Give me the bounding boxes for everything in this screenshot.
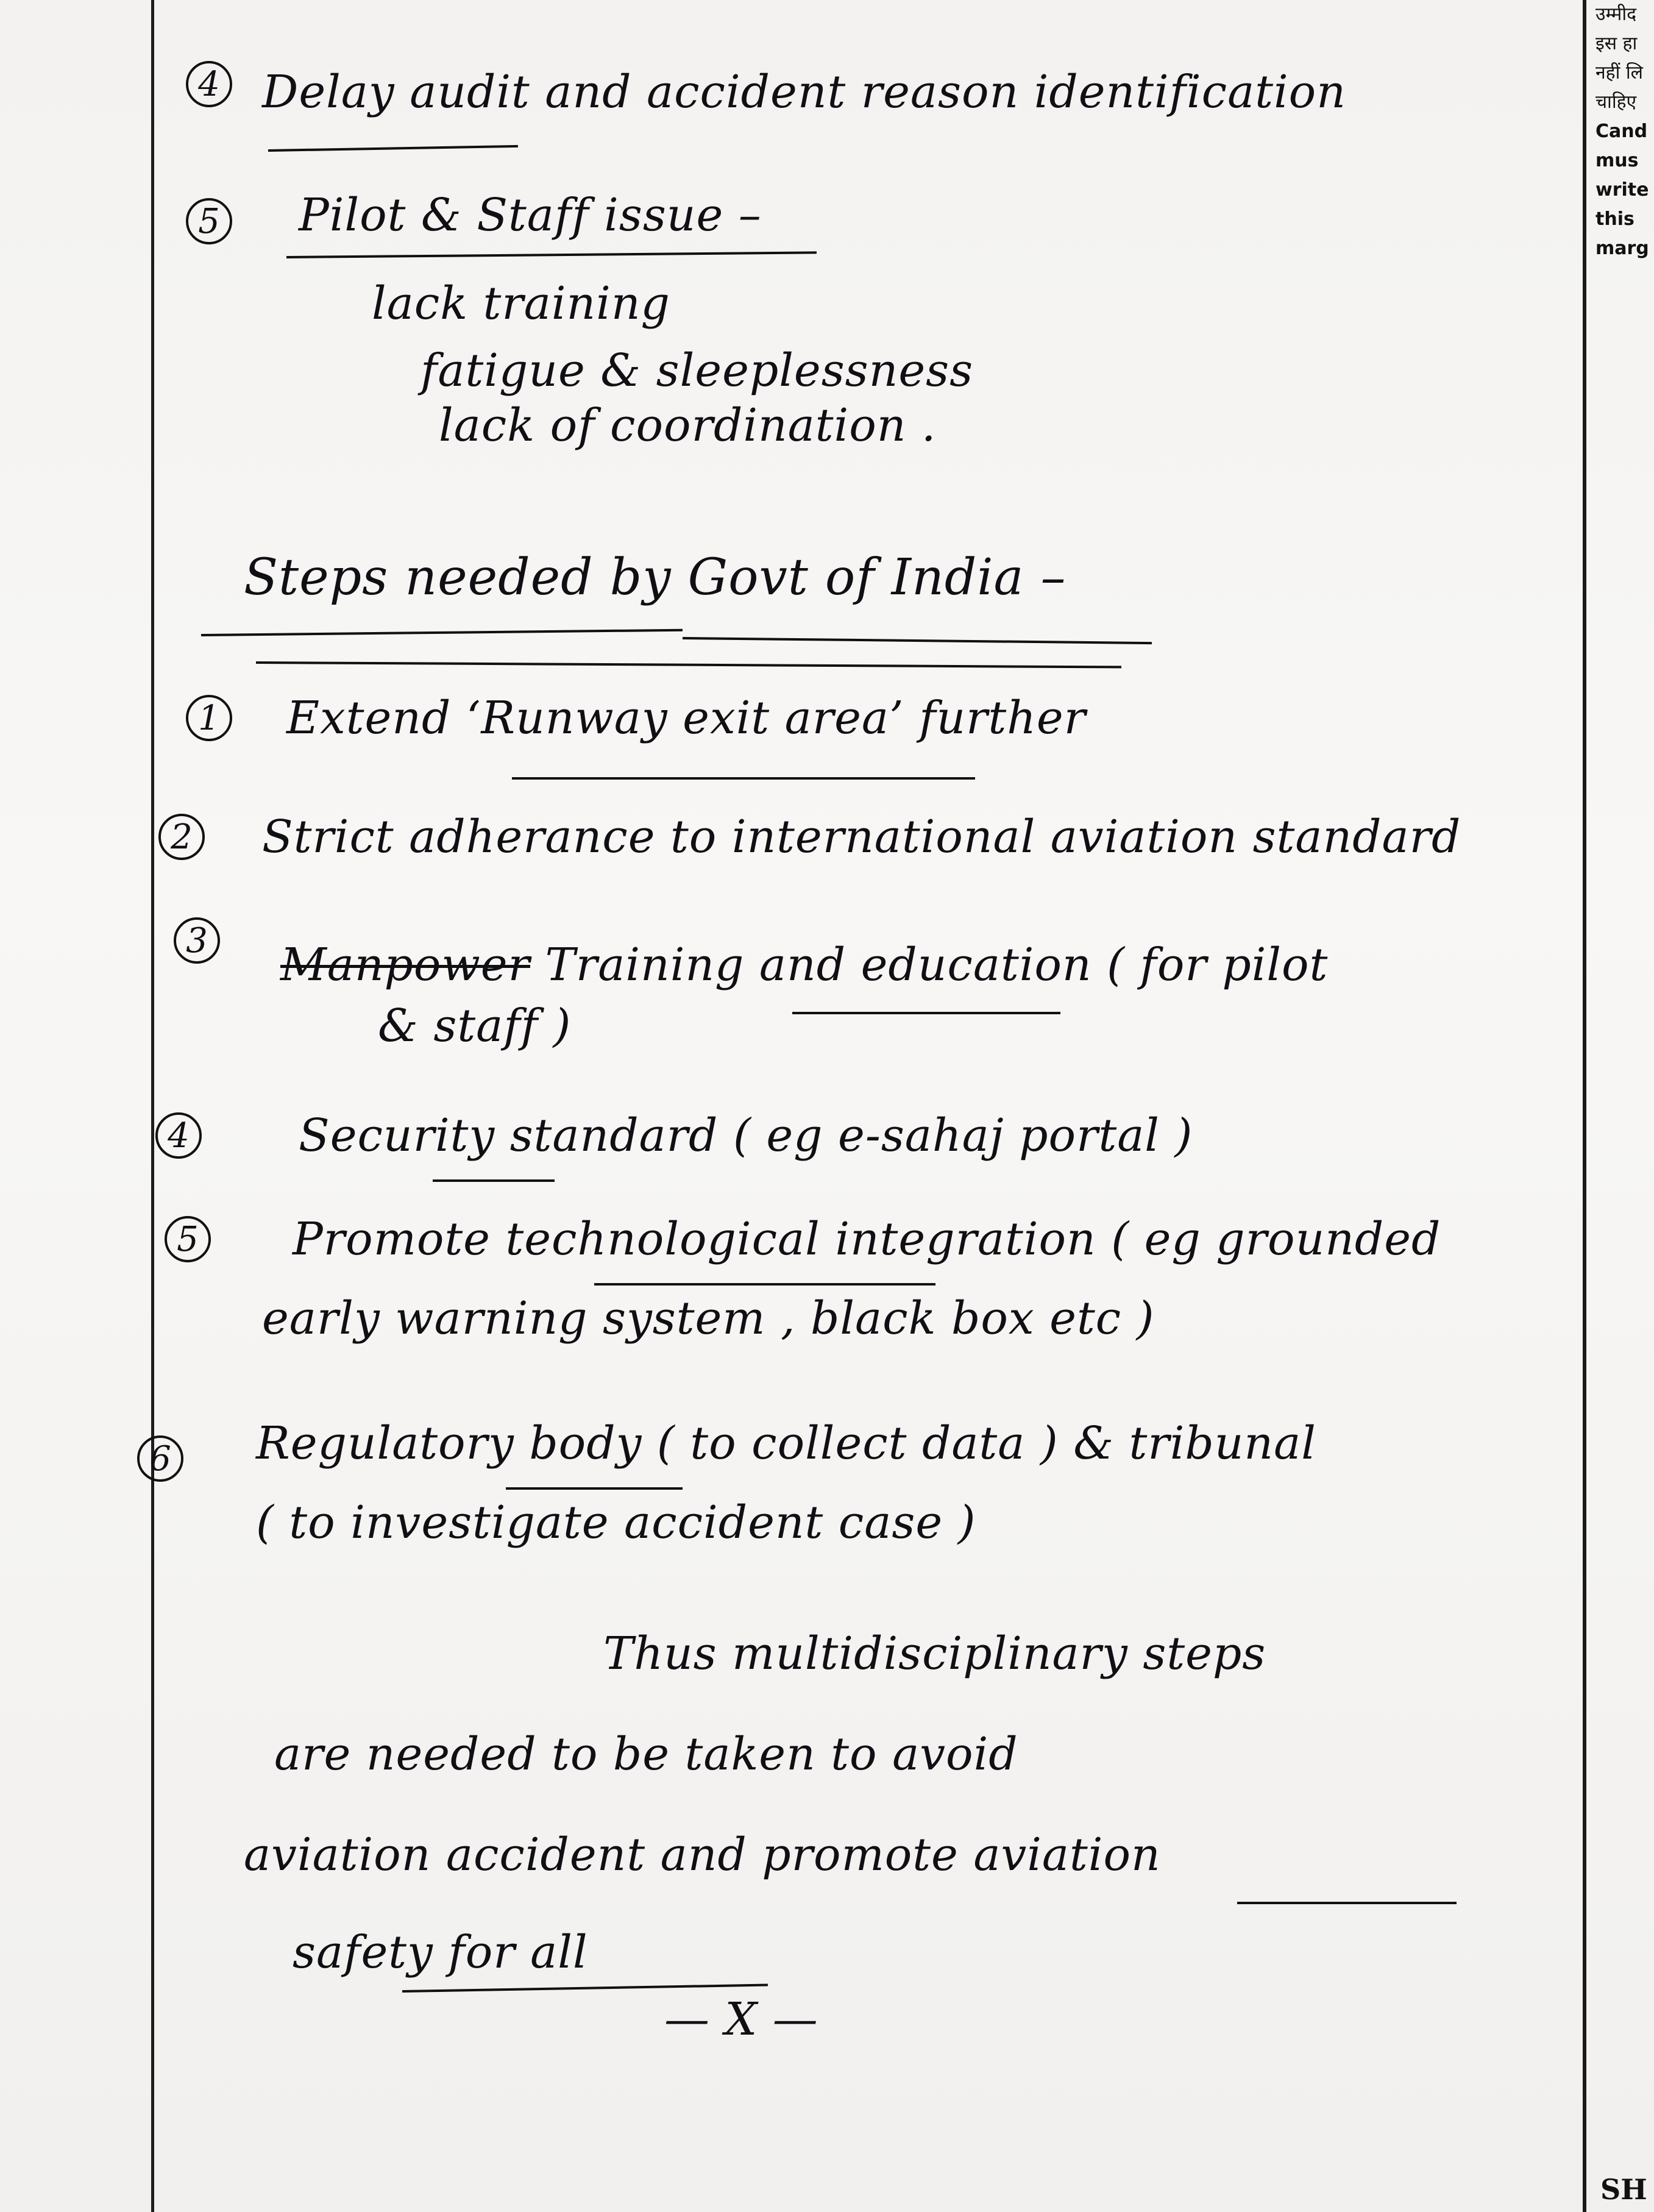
step-number-circle: 2	[158, 814, 205, 860]
margin-hindi-line: चाहिए	[1595, 91, 1637, 113]
end-mark: — X —	[664, 1993, 818, 2046]
step-number-circle: 6	[137, 1435, 183, 1482]
step-text-main: Training and education ( for pilot	[545, 939, 1329, 991]
item-text: Delay audit and accident reason identification	[262, 66, 1346, 118]
margin-hindi-line: नहीं लि	[1595, 62, 1643, 84]
item-number-circle: 5	[186, 198, 232, 244]
conclusion-line: aviation accident and promote aviation	[244, 1829, 1161, 1881]
conclusion-line: Thus multidisciplinary steps	[603, 1627, 1266, 1680]
underline	[594, 1283, 935, 1286]
underline	[792, 1012, 1060, 1014]
underline	[402, 1984, 768, 1993]
step-number-circle: 4	[155, 1112, 202, 1159]
step-number-circle: 1	[186, 695, 232, 741]
sub-point: fatigue & sleeplessness	[421, 344, 974, 397]
conclusion-line: are needed to be taken to avoid	[274, 1728, 1018, 1780]
underline	[512, 777, 975, 780]
section-heading: Steps needed by Govt of India –	[244, 549, 1067, 606]
step-text: Promote technological integration ( eg grounded	[293, 1213, 1441, 1265]
margin-instruction	[1595, 0, 1654, 263]
step-text	[280, 939, 1328, 991]
handwritten-item	[299, 189, 762, 241]
sub-point: lack training	[372, 277, 670, 330]
heading-underline	[683, 637, 1152, 644]
margin-english-line: mus	[1595, 150, 1639, 171]
underline	[268, 145, 518, 152]
step-number-circle: 5	[165, 1216, 211, 1262]
step-text: Regulatory body ( to collect data ) & tribunal	[256, 1417, 1316, 1470]
margin-english-line: this	[1595, 208, 1634, 230]
heading-underline	[256, 661, 1121, 668]
underline	[506, 1487, 683, 1490]
margin-english-line: write	[1595, 179, 1649, 201]
step-number-circle: 3	[174, 917, 220, 964]
handwritten-item	[262, 66, 1346, 118]
right-margin-line	[1583, 0, 1586, 2212]
sub-point: lack of coordination .	[439, 399, 937, 452]
underline	[433, 1179, 555, 1182]
underline	[1237, 1902, 1457, 1904]
margin-english-line: marg	[1595, 238, 1649, 259]
underline	[286, 251, 817, 258]
step-text: Extend ‘Runway exit area’ further	[286, 692, 1087, 744]
struck-word: Manpower	[280, 939, 530, 991]
item-number-circle: 4	[186, 61, 232, 107]
footer-mark: SH	[1600, 2173, 1647, 2206]
step-text: Strict adherance to international aviation standard	[262, 811, 1461, 863]
step-text: Security standard ( eg e-sahaj portal )	[299, 1109, 1193, 1162]
conclusion-line: safety for all	[293, 1926, 588, 1979]
left-margin-line	[151, 0, 154, 2212]
margin-english-line: Cand	[1595, 121, 1648, 142]
margin-hindi-line: उम्मीद	[1595, 4, 1637, 25]
item-text: Pilot & Staff issue –	[299, 189, 762, 241]
step-continuation: early warning system , black box etc )	[262, 1292, 1155, 1345]
step-continuation: ( to investigate accident case )	[256, 1496, 976, 1549]
heading-underline	[201, 629, 683, 636]
margin-hindi-line: इस हा	[1595, 33, 1638, 54]
step-continuation: & staff )	[378, 1000, 572, 1052]
